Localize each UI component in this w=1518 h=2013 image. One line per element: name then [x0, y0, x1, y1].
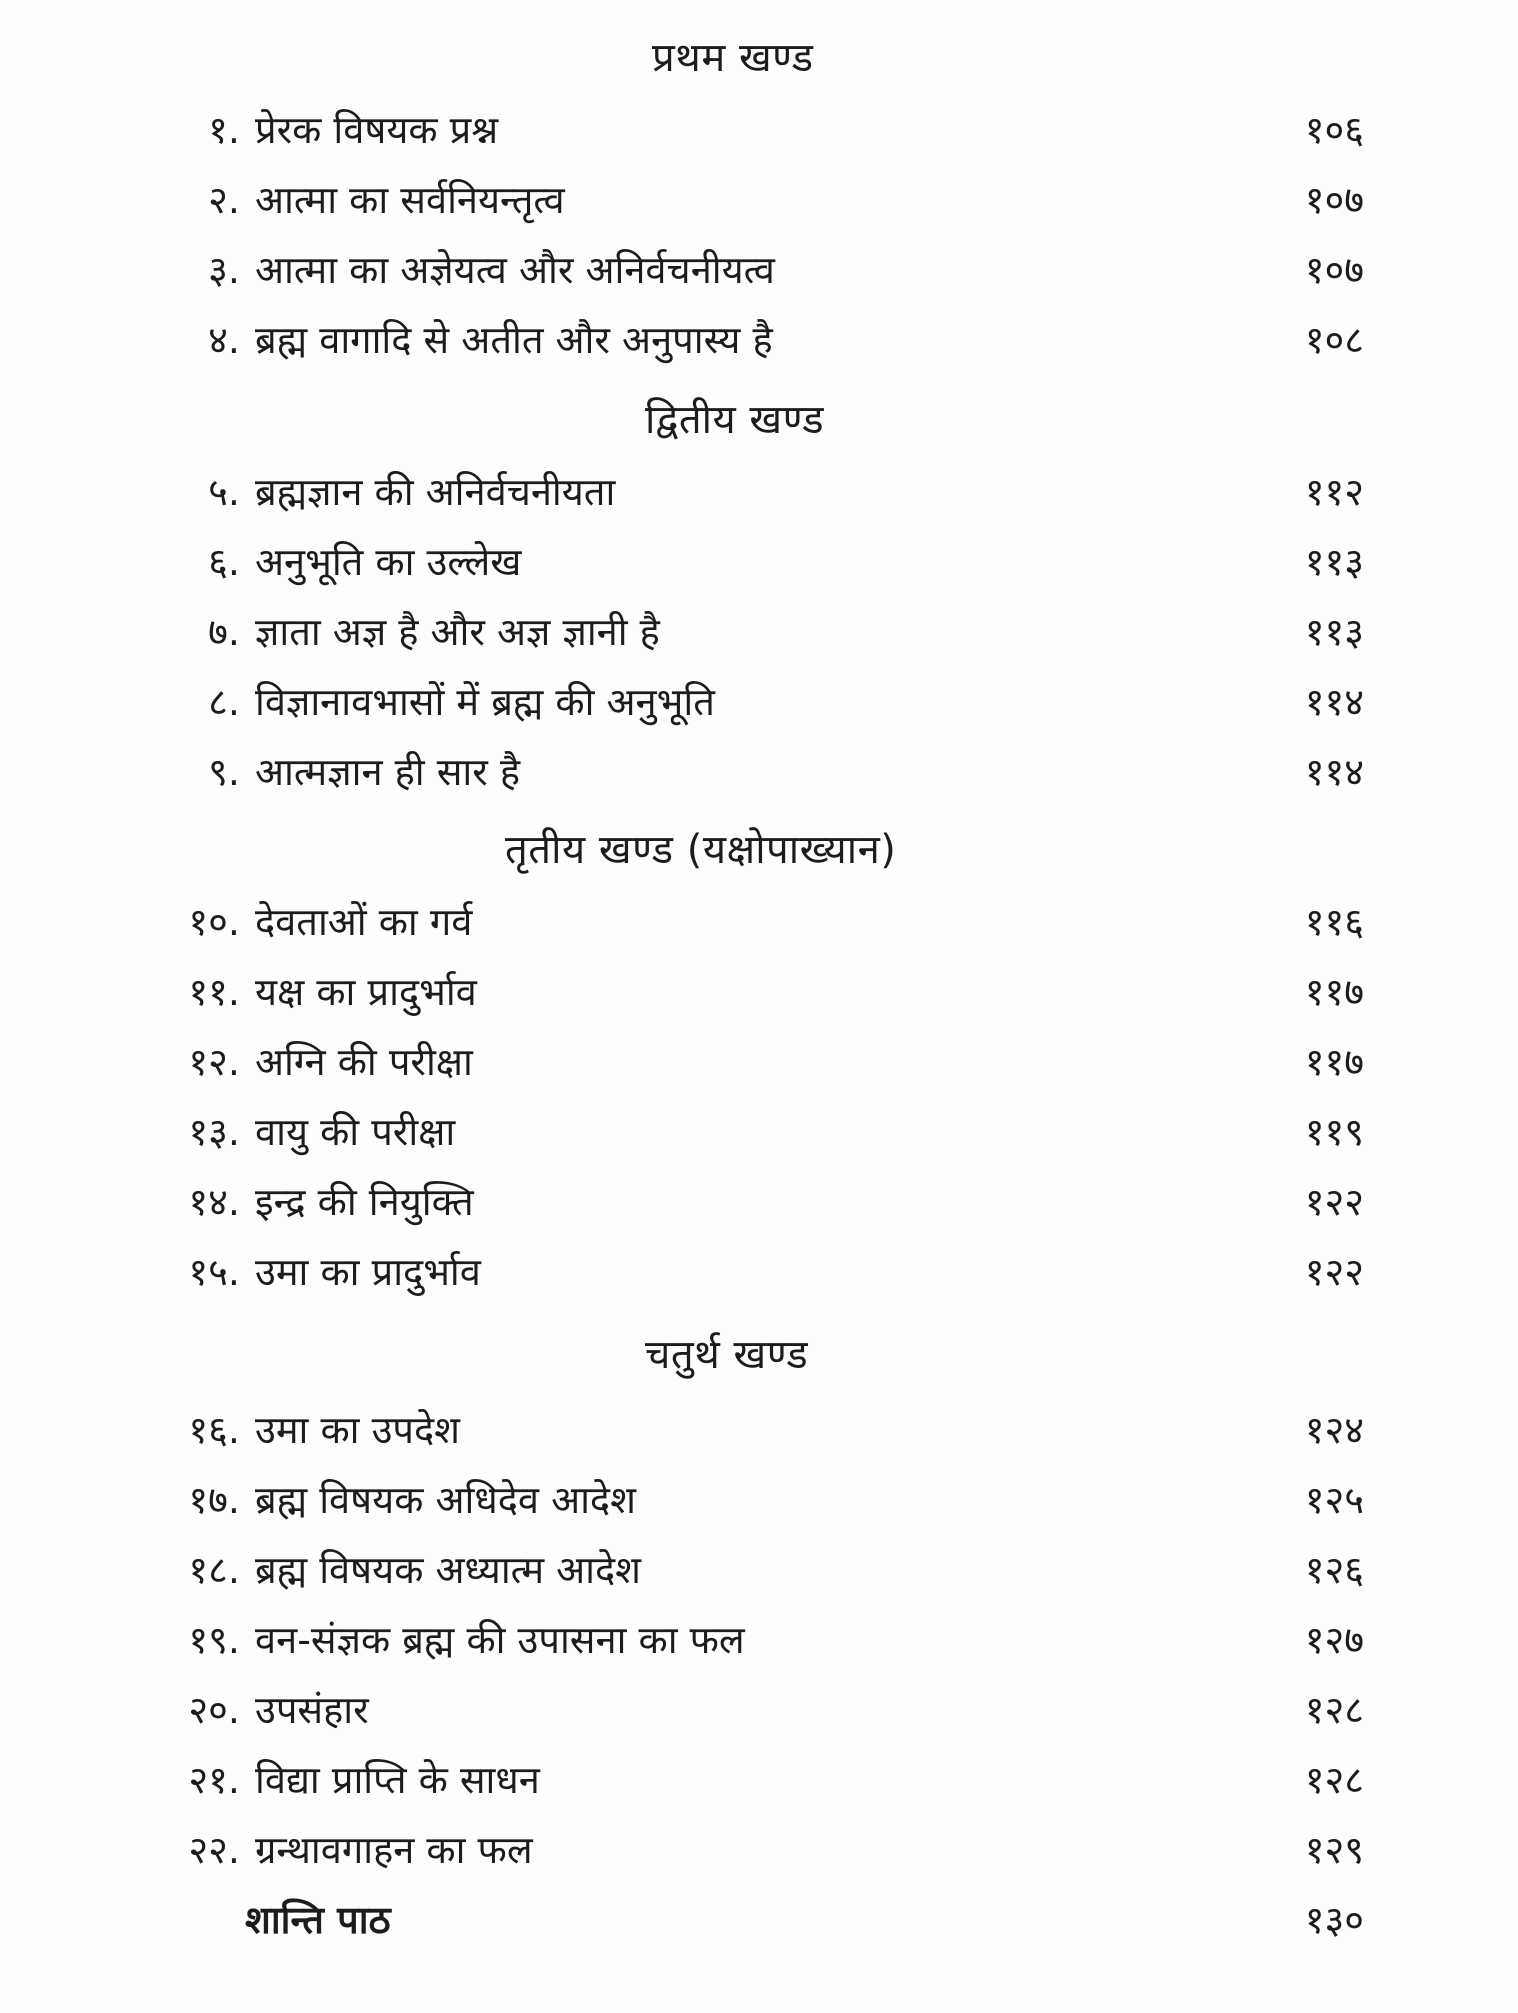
- entry-title: प्रेरक विषयक प्रश्न: [255, 108, 499, 152]
- entry-number: ८.: [208, 680, 240, 724]
- toc-entry: [160, 1470, 1364, 1530]
- section-heading: चतुर्थ खण्ड: [645, 1332, 809, 1378]
- entry-page: १०८: [1304, 318, 1364, 362]
- entry-number: १८.: [188, 1548, 240, 1592]
- entry-number: २.: [208, 178, 240, 222]
- entry-title: ब्रह्म विषयक अध्यात्म आदेश: [255, 1548, 641, 1592]
- toc-entry: [160, 672, 1364, 732]
- entry-title: अनुभूति का उल्लेख: [255, 540, 522, 584]
- toc-closing-entry: [160, 1890, 1364, 1950]
- entry-page: ११७: [1304, 1040, 1364, 1084]
- entry-page: १२७: [1304, 1618, 1364, 1662]
- entry-title: वायु की परीक्षा: [255, 1110, 456, 1154]
- entry-number: १६.: [188, 1408, 240, 1452]
- entry-title: यक्ष का प्रादुर्भाव: [255, 970, 477, 1014]
- toc-entry: [160, 462, 1364, 522]
- entry-title: अग्नि की परीक्षा: [255, 1040, 473, 1084]
- entry-number: ५.: [208, 470, 240, 514]
- toc-entry: [160, 170, 1364, 230]
- entry-number: ३.: [208, 248, 240, 292]
- entry-page: १२२: [1304, 1180, 1364, 1224]
- entry-title: उपसंहार: [255, 1688, 369, 1732]
- entry-title: उमा का उपदेश: [255, 1408, 461, 1452]
- entry-number: १०.: [188, 900, 240, 944]
- toc-entry: [160, 240, 1364, 300]
- toc-entry: [160, 532, 1364, 592]
- entry-number: ७.: [208, 610, 240, 654]
- entry-number: १५.: [188, 1250, 240, 1294]
- entry-number: १७.: [188, 1478, 240, 1522]
- entry-title: ब्रह्म वागादि से अतीत और अनुपास्य है: [255, 318, 773, 362]
- toc-entry: [160, 1400, 1364, 1460]
- entry-title: देवताओं का गर्व: [255, 900, 473, 944]
- entry-page: १२८: [1304, 1688, 1364, 1732]
- entry-page: १२८: [1304, 1758, 1364, 1802]
- entry-page: १०६: [1304, 108, 1364, 152]
- closing-title: शान्ति पाठ: [245, 1898, 391, 1942]
- entry-page: ११३: [1304, 610, 1364, 654]
- entry-number: ४.: [208, 318, 240, 362]
- toc-entry: [160, 310, 1364, 370]
- entry-title: विद्या प्राप्ति के साधन: [255, 1758, 540, 1802]
- section-heading: तृतीय खण्ड (यक्षोपाख्यान): [505, 827, 897, 873]
- entry-number: २०.: [188, 1688, 240, 1732]
- entry-title: उमा का प्रादुर्भाव: [255, 1250, 481, 1294]
- entry-page: १०७: [1304, 248, 1364, 292]
- toc-entry: [160, 1680, 1364, 1740]
- section-heading: द्वितीय खण्ड: [645, 397, 825, 443]
- closing-page: १३०: [1304, 1898, 1364, 1942]
- entry-title: आत्मा का अज्ञेयत्व और अनिर्वचनीयत्व: [255, 248, 775, 292]
- toc-entry: [160, 1750, 1364, 1810]
- entry-number: २२.: [188, 1828, 240, 1872]
- entry-number: ११.: [188, 970, 240, 1014]
- entry-page: ११७: [1304, 970, 1364, 1014]
- toc-entry: [160, 1540, 1364, 1600]
- entry-page: ११३: [1304, 540, 1364, 584]
- entry-title: ज्ञाता अज्ञ है और अज्ञ ज्ञानी है: [255, 610, 660, 654]
- toc-entry: [160, 100, 1364, 160]
- toc-entry: [160, 1820, 1364, 1880]
- entry-number: १३.: [188, 1110, 240, 1154]
- toc-entry: [160, 892, 1364, 952]
- toc-entry: [160, 962, 1364, 1022]
- entry-number: २१.: [188, 1758, 240, 1802]
- section-heading: प्रथम खण्ड: [652, 35, 814, 81]
- entry-title: आत्मज्ञान ही सार है: [255, 750, 521, 794]
- toc-entry: [160, 602, 1364, 662]
- entry-number: ९.: [208, 750, 240, 794]
- toc-entry: [160, 1242, 1364, 1302]
- entry-page: ११९: [1304, 1110, 1364, 1154]
- toc-entry: [160, 742, 1364, 802]
- entry-title: विज्ञानावभासों में ब्रह्म की अनुभूति: [255, 680, 715, 724]
- entry-number: १९.: [188, 1618, 240, 1662]
- toc-entry: [160, 1102, 1364, 1162]
- entry-page: १२४: [1304, 1408, 1364, 1452]
- entry-title: ब्रह्मज्ञान की अनिर्वचनीयता: [255, 470, 616, 514]
- entry-page: १२२: [1304, 1250, 1364, 1294]
- entry-page: १२६: [1304, 1548, 1364, 1592]
- toc-entry: [160, 1610, 1364, 1670]
- entry-page: १०७: [1304, 178, 1364, 222]
- entry-number: १२.: [188, 1040, 240, 1084]
- entry-number: १.: [208, 108, 240, 152]
- entry-title: ग्रन्थावगाहन का फल: [255, 1828, 533, 1872]
- entry-title: आत्मा का सर्वनियन्तृत्व: [255, 178, 565, 222]
- entry-page: ११२: [1304, 470, 1364, 514]
- entry-page: १२९: [1304, 1828, 1364, 1872]
- entry-number: ६.: [208, 540, 240, 584]
- entry-page: ११४: [1304, 680, 1364, 724]
- entry-title: वन-संज्ञक ब्रह्म की उपासना का फल: [255, 1618, 745, 1662]
- entry-number: १४.: [188, 1180, 240, 1224]
- toc-entry: [160, 1032, 1364, 1092]
- entry-page: ११४: [1304, 750, 1364, 794]
- entry-title: इन्द्र की नियुक्ति: [255, 1180, 474, 1224]
- entry-title: ब्रह्म विषयक अधिदेव आदेश: [255, 1478, 636, 1522]
- entry-page: ११६: [1304, 900, 1364, 944]
- toc-entry: [160, 1172, 1364, 1232]
- entry-page: १२५: [1304, 1478, 1364, 1522]
